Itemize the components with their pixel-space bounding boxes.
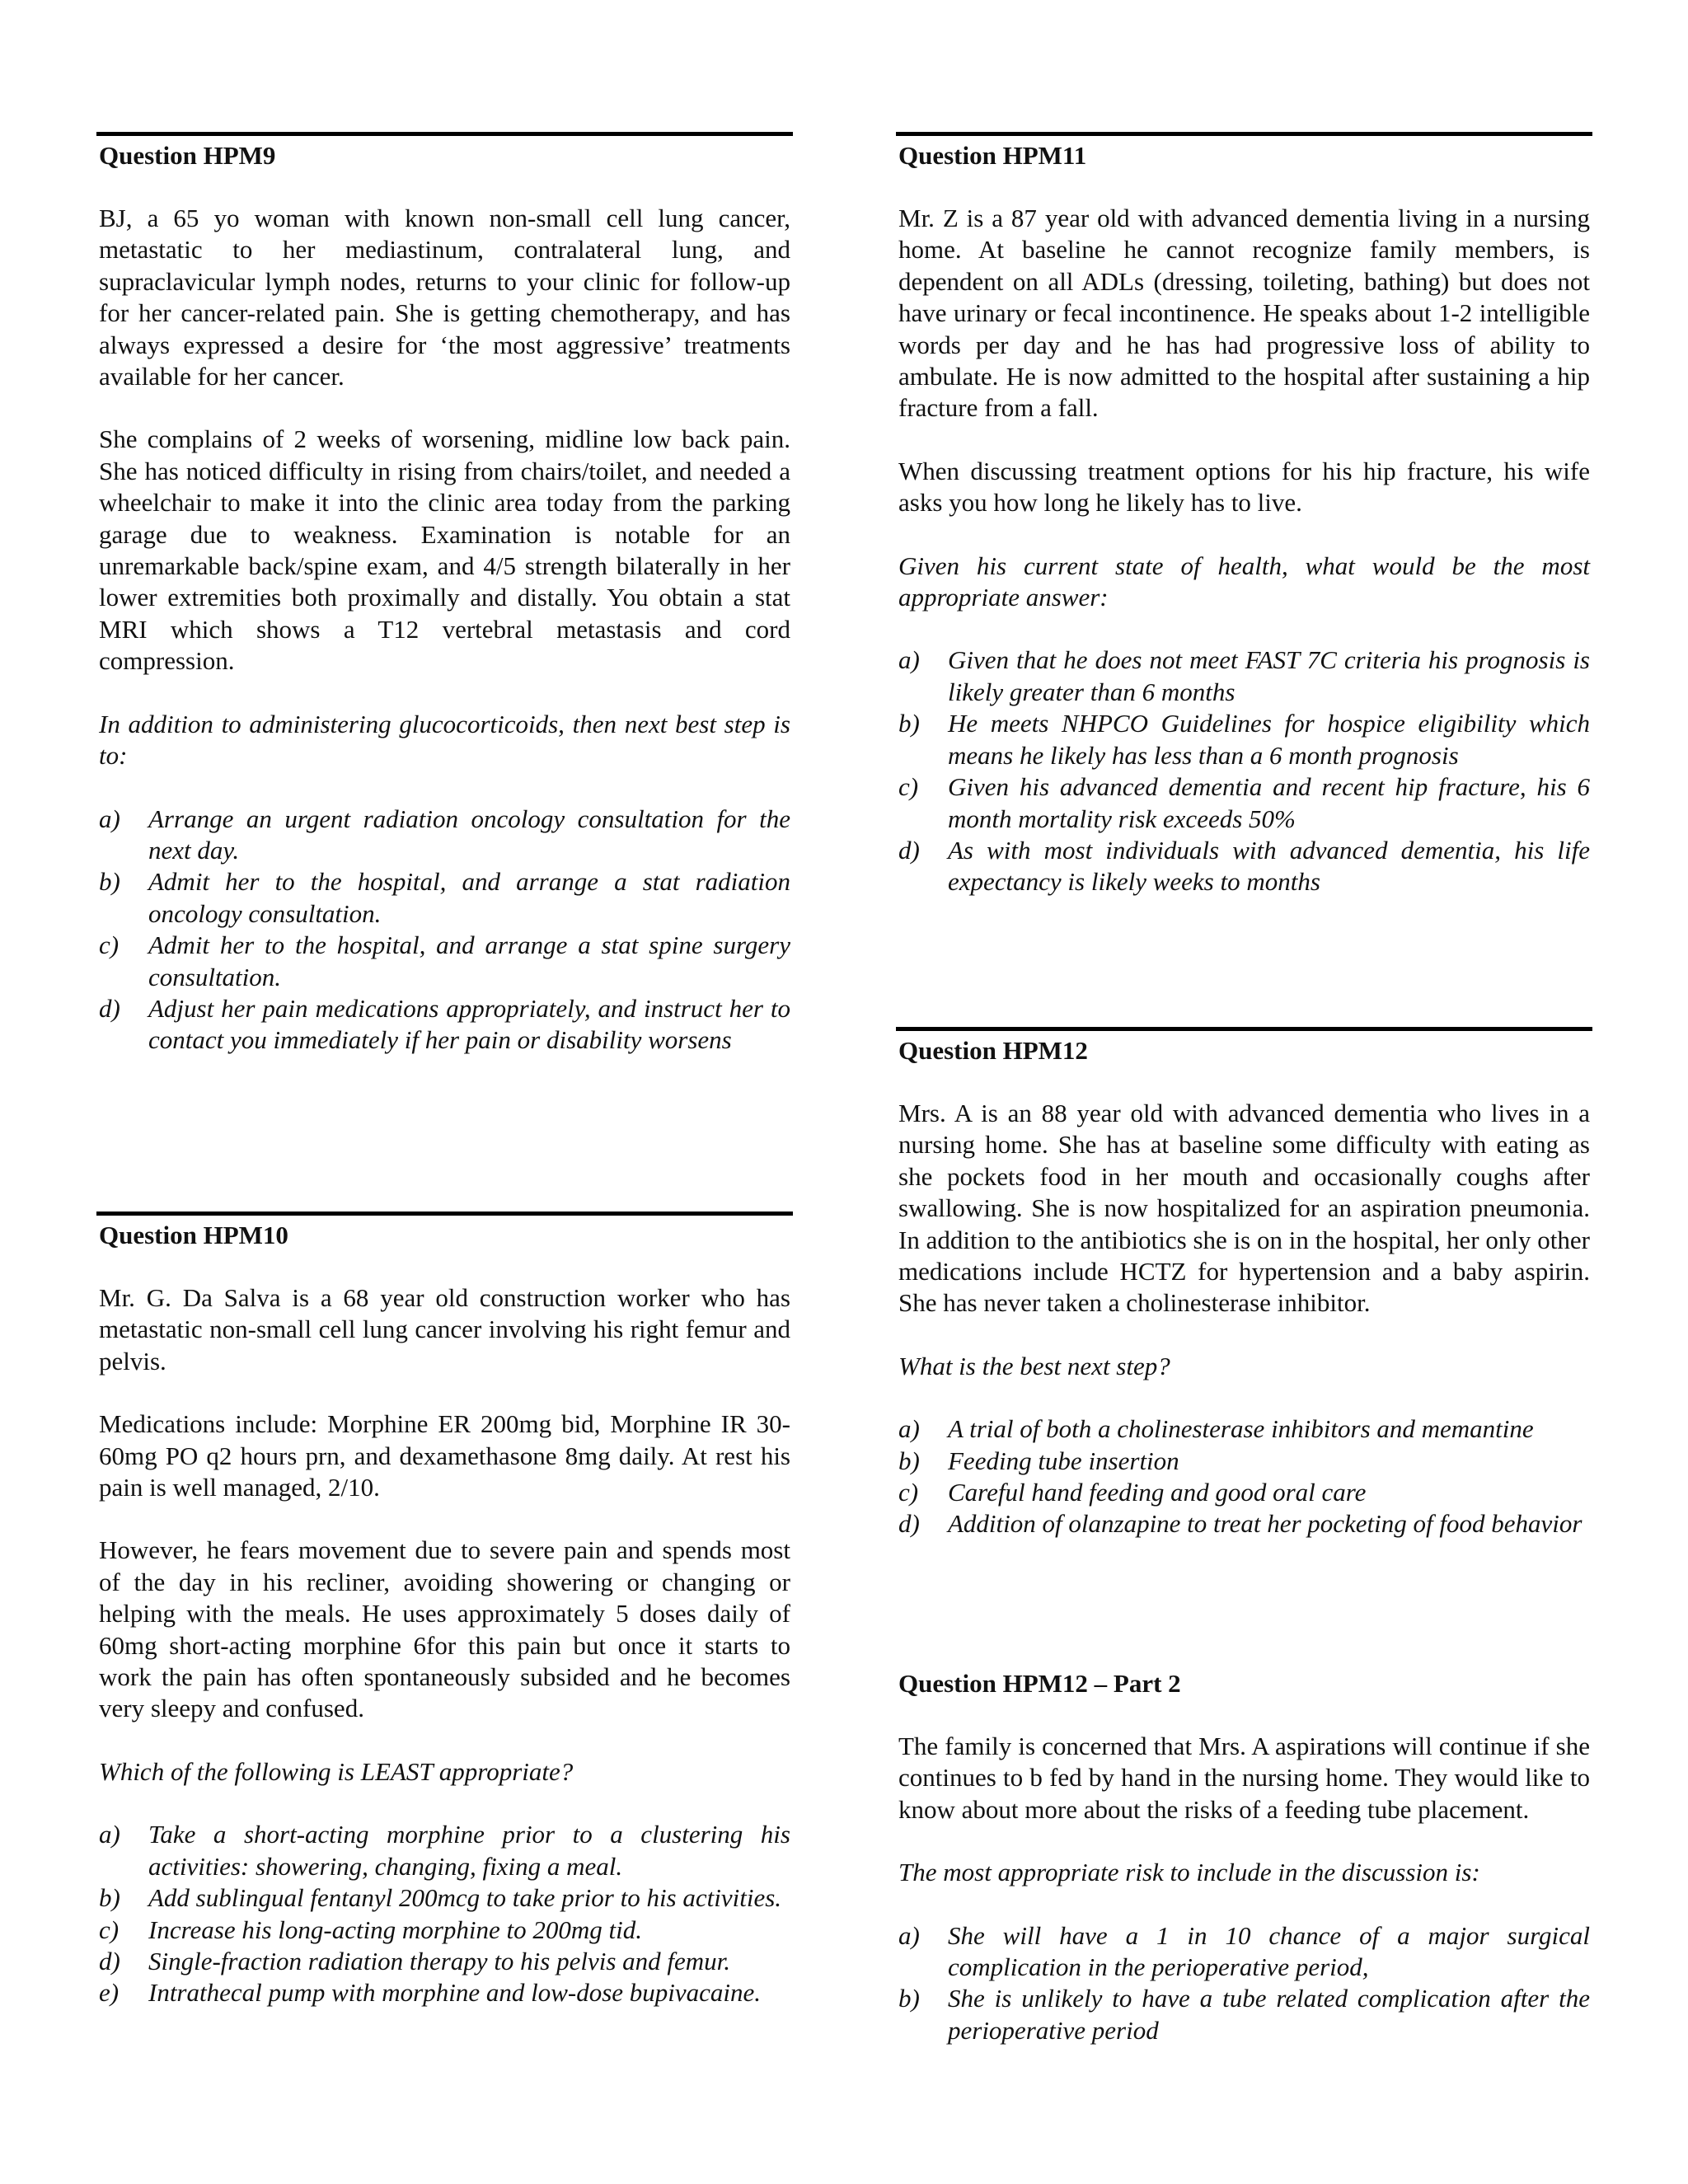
question-paragraph: The family is concerned that Mrs. A aspirations will continue if she continues to b fed by hand in the nursing home. They would like to know about more about the risks of a feeding tube placement. — [898, 1732, 1590, 1824]
option-text: Careful hand feeding and good oral care — [948, 1478, 1367, 1507]
question-paragraph: Medications include: Morphine ER 200mg bid, Morphine IR 30-60mg PO q2 hours prn, and dexamethasone 8mg daily. At rest his pain is well managed, 2/10. — [99, 1409, 790, 1502]
answer-options — [898, 1920, 1590, 2047]
answer-option-b[interactable] — [898, 1446, 1590, 1477]
answer-options — [898, 1413, 1590, 1540]
option-text: Given his advanced dementia and recent hip fracture, his 6 month mortality risk exceeds 50% — [948, 772, 1590, 833]
option-letter: d) — [898, 835, 920, 865]
option-text: Given that he does not meet FAST 7C criteria his prognosis is likely greater than 6 months — [948, 645, 1590, 706]
option-letter: c) — [898, 772, 919, 802]
option-letter: a) — [898, 1920, 920, 1950]
answer-option-a[interactable] — [898, 1413, 1590, 1445]
option-letter: b) — [898, 1446, 920, 1475]
option-text: Intrathecal pump with morphine and low-dose bupivacaine. — [148, 1978, 762, 2008]
question-prompt: In addition to administering glucocorticoids, then next best step is to: — [99, 709, 790, 771]
question-prompt: Given his current state of health, what would be the most appropriate answer: — [898, 551, 1590, 612]
question-paragraph: Mrs. A is an 88 year old with advanced dementia who lives in a nursing home. She has at baseline some difficulty with eating as she pockets food in her mouth and occasionally coughs after swallowing. She is now hospitalized for an aspiration pneumonia. In addition to the antibiotics she is on in the hospital, her only other medications include HCTZ for hypertension and a baby aspirin. She has never taken a cholinesterase inhibitor. — [898, 1099, 1590, 1318]
section-rule — [96, 132, 793, 136]
answer-option-a[interactable] — [99, 804, 790, 867]
option-letter: b) — [898, 709, 920, 738]
section-rule — [896, 132, 1592, 136]
answer-option-c[interactable] — [99, 930, 790, 993]
option-letter: e) — [99, 1978, 120, 2008]
option-letter: b) — [99, 1883, 120, 1913]
question-title: Question HPM11 — [898, 141, 1087, 170]
question-prompt: Which of the following is LEAST appropriate? — [99, 1756, 574, 1786]
answer-option-b[interactable] — [99, 866, 790, 930]
option-text: Addition of olanzapine to treat her pocketing of food behavior — [948, 1509, 1582, 1539]
answer-option-c[interactable] — [898, 771, 1590, 835]
question-paragraph: BJ, a 65 yo woman with known non-small cell lung cancer, metastatic to her mediastinum, contralateral lung, and supraclavicular lymph nodes, returns to your clinic for follow-up for her cancer-related pain. She is getting chemotherapy, and has always expressed a desire for ‘the most aggressive’ treatments available for her cancer. — [99, 204, 790, 391]
option-letter: a) — [99, 804, 120, 833]
question-title: Question HPM12 — [898, 1036, 1088, 1065]
answer-option-e[interactable] — [99, 1977, 790, 2008]
answer-option-a[interactable] — [99, 1819, 790, 1882]
answer-option-d[interactable] — [99, 993, 790, 1057]
question-hpm10 — [96, 1212, 793, 2009]
answer-options — [99, 1819, 790, 2008]
option-letter: a) — [898, 1414, 920, 1444]
question-paragraph: When discussing treatment options for his hip fracture, his wife asks you how long he likely has to live. — [898, 456, 1590, 518]
answer-option-b[interactable] — [898, 1983, 1590, 2046]
answer-option-c[interactable] — [99, 1915, 790, 1946]
option-letter: c) — [99, 1915, 120, 1944]
option-text: She is unlikely to have a tube related complication after the perioperative period — [948, 1984, 1590, 2045]
answer-option-a[interactable] — [898, 644, 1590, 708]
answer-options — [99, 804, 790, 1057]
question-prompt: The most appropriate risk to include in the discussion is: — [898, 1858, 1480, 1887]
option-letter: d) — [99, 1946, 120, 1975]
option-text: Admit her to the hospital, and arrange a stat spine surgery consultation. — [148, 930, 790, 991]
answer-option-d[interactable] — [898, 1508, 1590, 1540]
option-text: Arrange an urgent radiation oncology consultation for the next day. — [148, 804, 790, 865]
section-rule — [96, 1212, 793, 1216]
question-hpm12-part2 — [896, 1668, 1592, 2046]
answer-options — [898, 644, 1590, 898]
question-title: Question HPM9 — [99, 141, 276, 170]
option-letter: b) — [898, 1984, 920, 2013]
question-paragraph: Mr. G. Da Salva is a 68 year old construction worker who has metastatic non-small cell lung cancer involving his right femur and pelvis. — [99, 1283, 790, 1376]
answer-option-c[interactable] — [898, 1477, 1590, 1508]
option-letter: c) — [99, 930, 120, 960]
answer-option-b[interactable] — [898, 708, 1590, 771]
answer-option-d[interactable] — [898, 835, 1590, 898]
answer-option-b[interactable] — [99, 1882, 790, 1914]
option-letter: b) — [99, 867, 120, 897]
option-text: Adjust her pain medications appropriately, and instruct her to contact you immediately if her pain or disability worsens — [148, 993, 790, 1055]
option-letter: d) — [99, 993, 120, 1023]
option-text: As with most individuals with advanced dementia, his life expectancy is likely weeks to months — [948, 835, 1590, 897]
option-text: A trial of both a cholinesterase inhibitors and memantine — [948, 1414, 1534, 1444]
option-letter: a) — [99, 1820, 120, 1849]
option-text: She will have a 1 in 10 chance of a major surgical complication in the perioperative period, — [948, 1920, 1590, 1982]
question-prompt: What is the best next step? — [898, 1351, 1170, 1380]
option-text: Add sublingual fentanyl 200mcg to take prior to his activities. — [148, 1883, 782, 1913]
answer-option-d[interactable] — [99, 1946, 790, 1977]
option-text: Single-fraction radiation therapy to his pelvis and femur. — [148, 1946, 731, 1975]
question-paragraph: However, he fears movement due to severe pain and spends most of the day in his recliner, avoiding showering or changing or helping with the meals. He uses approximately 5 doses daily of 60mg short-acting morphine 6for this pain but once it starts to work the pain has often spontaneously subsided and he becomes very sleepy and confused. — [99, 1535, 790, 1723]
option-text: Take a short-acting morphine prior to a clustering his activities: showering, changing, fixing a meal. — [148, 1820, 790, 1881]
option-text: Increase his long-acting morphine to 200mg tid. — [148, 1915, 642, 1944]
question-title: Question HPM12 – Part 2 — [898, 1669, 1181, 1698]
option-text: Admit her to the hospital, and arrange a stat radiation oncology consultation. — [148, 867, 790, 928]
question-hpm12 — [896, 1027, 1592, 1540]
option-letter: c) — [898, 1478, 919, 1507]
option-letter: d) — [898, 1509, 920, 1539]
question-hpm11 — [896, 132, 1592, 898]
question-title: Question HPM10 — [99, 1221, 288, 1249]
question-paragraph: She complains of 2 weeks of worsening, midline low back pain. She has noticed difficulty in rising from chairs/toilet, and needed a wheelchair to make it into the clinic area today from the parking garage due to weakness. Examination is notable for an unremarkable back/spine exam, and 4/5 strength bilaterally in her lower extremities both proximally and distally. You obtain a stat MRI which shows a T12 vertebral metastasis and cord compression. — [99, 424, 790, 676]
question-paragraph: Mr. Z is a 87 year old with advanced dementia living in a nursing home. At baseline he cannot recognize family members, is dependent on all ADLs (dressing, toileting, bathing) but does not have urinary or fecal incontinence. He speaks about 1-2 intelligible words per day and he has had progressive loss of ability to ambulate. He is now admitted to the hospital after sustaining a hip fracture from a fall. — [898, 204, 1590, 423]
section-rule — [896, 1027, 1592, 1031]
option-text: Feeding tube insertion — [948, 1446, 1179, 1475]
option-text: He meets NHPCO Guidelines for hospice eligibility which means he likely has less than a 6 month prognosis — [948, 709, 1590, 770]
answer-option-a[interactable] — [898, 1920, 1590, 1984]
question-hpm9 — [96, 132, 793, 1057]
option-letter: a) — [898, 645, 920, 675]
